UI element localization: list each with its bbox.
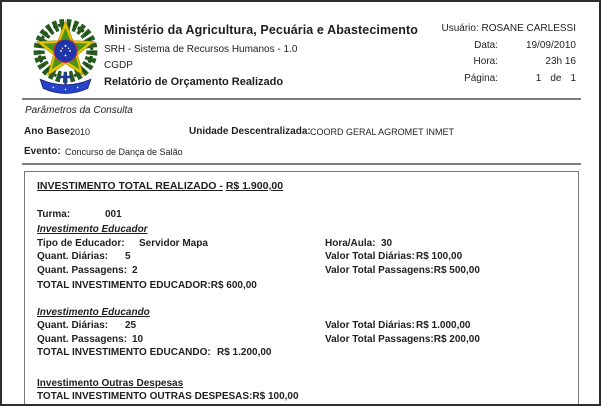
unidade-label: Unidade Descentralizada: — [189, 126, 311, 137]
educador-passagens-row — [37, 264, 572, 278]
unidade-value: COORD GERAL AGROMET INMET — [310, 127, 455, 137]
investment-report-box — [24, 171, 579, 406]
educador-valor-passagens-label: Valor Total Passagens: — [325, 264, 434, 276]
total-educador-row — [37, 279, 572, 293]
hora-aula-value: 30 — [381, 237, 393, 249]
educador-valor-diarias-value: R$ 100,00 — [416, 251, 463, 262]
educador-valor-passagens-value: R$ 500,00 — [433, 264, 480, 276]
page-number: 1 — [535, 72, 542, 84]
total-educador-value: R$ 600,00 — [210, 280, 257, 291]
header-left — [104, 23, 418, 88]
params-row-2 — [24, 146, 584, 158]
turma-value: 001 — [105, 208, 122, 220]
total-realizado-value: R$ 1.900,00 — [225, 180, 284, 192]
total-realizado-label: INVESTIMENTO TOTAL REALIZADO - — [37, 180, 223, 192]
header-divider — [22, 98, 581, 100]
outras-section-title: Investimento Outras Despesas — [37, 377, 184, 389]
total-educando-label: TOTAL INVESTIMENTO EDUCANDO: — [37, 347, 211, 358]
evento-value: Concurso de Dança de Salão — [65, 147, 183, 157]
header-right — [441, 23, 576, 89]
educando-passagens-row — [37, 333, 572, 347]
params-row-1 — [24, 126, 584, 138]
ano-base-value: 2010 — [70, 127, 91, 137]
turma-label: Turma: — [37, 208, 71, 220]
page-total: 1 — [570, 72, 576, 84]
user-value: ROSANE CARLESSI — [481, 23, 576, 34]
page-of-label: de — [550, 72, 562, 84]
user-label: Usuário: — [441, 23, 479, 34]
report-title: Relatório de Orçamento Realizado — [104, 76, 284, 88]
educador-quant-diarias-value: 5 — [125, 251, 131, 262]
date-label: Data: — [474, 39, 498, 51]
tipo-educador-label: Tipo de Educador: — [37, 237, 125, 249]
turma-row — [37, 208, 572, 222]
educador-section-title: Investimento Educador — [37, 224, 148, 235]
brazil-coat-of-arms-logo — [29, 17, 102, 99]
educador-quant-passagens-label: Quant. Passagens: — [37, 264, 128, 276]
educando-valor-diarias-label: Valor Total Diárias: — [325, 320, 415, 331]
total-educando-value: R$ 1.200,00 — [217, 347, 272, 358]
date-row — [441, 40, 576, 52]
page-label: Página: — [464, 72, 498, 84]
educador-diarias-row — [37, 250, 572, 264]
time-row — [441, 56, 576, 68]
total-educando-row — [37, 346, 572, 360]
total-outras-value: R$ 100,00 — [252, 391, 299, 402]
date-value: 19/09/2010 — [525, 39, 576, 51]
tipo-educador-value: Servidor Mapa — [139, 237, 208, 249]
ano-base-label: Ano Base: — [24, 126, 74, 137]
params-divider — [22, 163, 581, 165]
time-value: 23h 16 — [545, 56, 576, 67]
time-label: Hora: — [473, 56, 498, 67]
total-educador-label: TOTAL INVESTIMENTO EDUCADOR: — [37, 280, 211, 291]
total-outras-label: TOTAL INVESTIMENTO OUTRAS DESPESAS: — [37, 391, 253, 402]
educando-valor-passagens-value: R$ 200,00 — [433, 333, 480, 345]
educando-diarias-row — [37, 319, 572, 333]
total-outras-row — [37, 390, 572, 404]
educando-quant-diarias-value: 25 — [125, 320, 137, 331]
total-realizado-title — [37, 180, 572, 194]
educando-valor-passagens-label: Valor Total Passagens: — [325, 333, 434, 345]
educador-quant-diarias-label: Quant. Diárias: — [37, 251, 109, 262]
page-indicator — [498, 73, 576, 85]
educando-quant-passagens-value: 10 — [132, 333, 144, 345]
evento-label: Evento: — [24, 146, 61, 157]
educando-quant-diarias-label: Quant. Diárias: — [37, 320, 109, 331]
page-row — [441, 73, 576, 85]
hora-aula-label: Hora/Aula: — [325, 237, 376, 249]
department-name: CGDP — [104, 60, 133, 71]
educando-section-title: Investimento Educando — [37, 306, 150, 318]
ministry-title: Ministério da Agricultura, Pecuária e Abastecimento — [104, 23, 418, 37]
system-name: SRH - Sistema de Recursos Humanos - 1.0 — [104, 44, 298, 55]
tipo-educador-row — [37, 237, 572, 251]
educador-valor-diarias-label: Valor Total Diárias: — [325, 251, 415, 262]
educador-quant-passagens-value: 2 — [132, 264, 138, 276]
educando-valor-diarias-value: R$ 1.000,00 — [416, 320, 471, 331]
user-row — [441, 23, 576, 35]
educando-quant-passagens-label: Quant. Passagens: — [37, 333, 128, 345]
params-section-title: Parâmetros da Consulta — [25, 105, 133, 116]
